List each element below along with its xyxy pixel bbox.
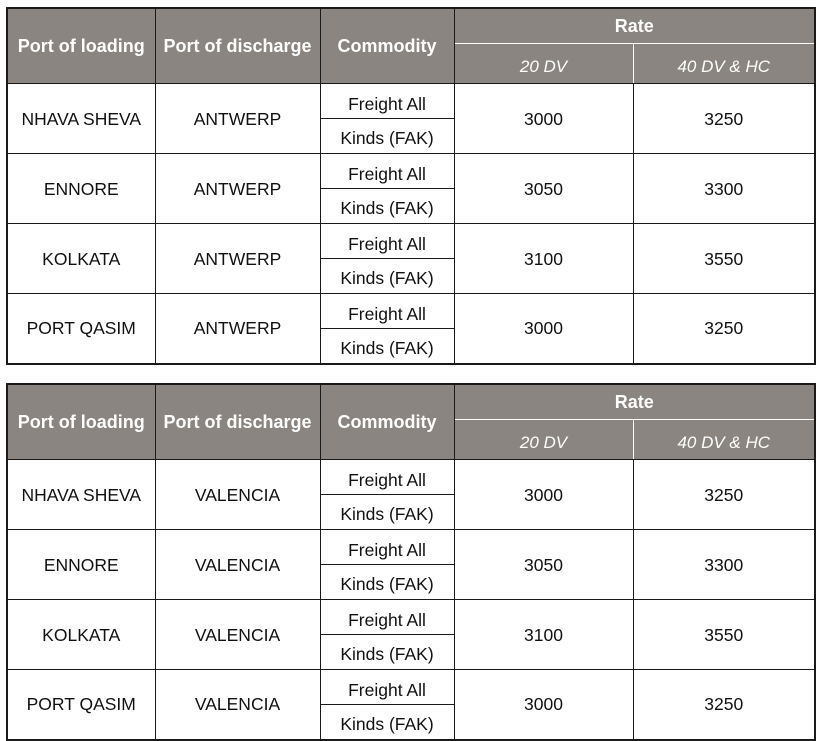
rate-20dv-cell: 3100 [454, 600, 633, 670]
rate-20dv-cell: 3000 [454, 460, 633, 530]
rate-40dv-hc-cell: 3300 [633, 154, 815, 224]
table-row [7, 294, 815, 329]
port-of-loading-cell: ENNORE [7, 530, 155, 600]
table-row [7, 154, 815, 189]
port-of-discharge-cell: VALENCIA [155, 530, 320, 600]
rate-40dv-hc-cell: 3550 [633, 224, 815, 294]
commodity-line1-cell: Freight All [320, 294, 454, 329]
header-rate: Rate [454, 8, 815, 44]
commodity-line1-cell: Freight All [320, 670, 454, 705]
header-40dv-hc: 40 DV & HC [633, 420, 815, 460]
port-of-loading-cell: KOLKATA [7, 600, 155, 670]
port-of-loading-cell: PORT QASIM [7, 294, 155, 364]
table-row [7, 460, 815, 495]
port-of-discharge-cell: ANTWERP [155, 154, 320, 224]
port-of-loading-cell: KOLKATA [7, 224, 155, 294]
rate-20dv-cell: 3100 [454, 224, 633, 294]
rate-40dv-hc-cell: 3250 [633, 670, 815, 740]
commodity-line1-cell: Freight All [320, 600, 454, 635]
commodity-line2-cell: Kinds (FAK) [320, 189, 454, 224]
rate-40dv-hc-cell: 3250 [633, 294, 815, 364]
rate-40dv-hc-cell: 3300 [633, 530, 815, 600]
port-of-discharge-cell: ANTWERP [155, 294, 320, 364]
port-of-discharge-cell: VALENCIA [155, 600, 320, 670]
header-port-of-loading: Port of loading [7, 384, 155, 460]
table-row [7, 84, 815, 119]
header-20dv: 20 DV [454, 420, 633, 460]
rate-40dv-hc-cell: 3550 [633, 600, 815, 670]
port-of-discharge-cell: VALENCIA [155, 460, 320, 530]
commodity-line2-cell: Kinds (FAK) [320, 329, 454, 364]
commodity-line2-cell: Kinds (FAK) [320, 635, 454, 670]
header-port-of-discharge: Port of discharge [155, 384, 320, 460]
rate-20dv-cell: 3050 [454, 154, 633, 224]
commodity-line2-cell: Kinds (FAK) [320, 259, 454, 294]
port-of-loading-cell: ENNORE [7, 154, 155, 224]
port-of-loading-cell: NHAVA SHEVA [7, 460, 155, 530]
commodity-line1-cell: Freight All [320, 84, 454, 119]
port-of-discharge-cell: ANTWERP [155, 84, 320, 154]
table-row [7, 670, 815, 705]
commodity-line2-cell: Kinds (FAK) [320, 495, 454, 530]
commodity-line1-cell: Freight All [320, 530, 454, 565]
rate-table-antwerp [6, 7, 816, 365]
rate-40dv-hc-cell: 3250 [633, 460, 815, 530]
rate-20dv-cell: 3050 [454, 530, 633, 600]
commodity-line2-cell: Kinds (FAK) [320, 119, 454, 154]
table-row [7, 224, 815, 259]
port-of-loading-cell: PORT QASIM [7, 670, 155, 740]
header-rate: Rate [454, 384, 815, 420]
rate-20dv-cell: 3000 [454, 84, 633, 154]
commodity-line1-cell: Freight All [320, 460, 454, 495]
rate-20dv-cell: 3000 [454, 670, 633, 740]
header-port-of-loading: Port of loading [7, 8, 155, 84]
commodity-line2-cell: Kinds (FAK) [320, 565, 454, 600]
port-of-loading-cell: NHAVA SHEVA [7, 84, 155, 154]
commodity-line2-cell: Kinds (FAK) [320, 705, 454, 740]
rate-40dv-hc-cell: 3250 [633, 84, 815, 154]
rate-20dv-cell: 3000 [454, 294, 633, 364]
header-40dv-hc: 40 DV & HC [633, 44, 815, 84]
header-20dv: 20 DV [454, 44, 633, 84]
table-row [7, 530, 815, 565]
port-of-discharge-cell: VALENCIA [155, 670, 320, 740]
header-port-of-discharge: Port of discharge [155, 8, 320, 84]
rate-table-valencia [6, 383, 816, 741]
header-commodity: Commodity [320, 384, 454, 460]
header-commodity: Commodity [320, 8, 454, 84]
port-of-discharge-cell: ANTWERP [155, 224, 320, 294]
commodity-line1-cell: Freight All [320, 154, 454, 189]
table-row [7, 600, 815, 635]
commodity-line1-cell: Freight All [320, 224, 454, 259]
